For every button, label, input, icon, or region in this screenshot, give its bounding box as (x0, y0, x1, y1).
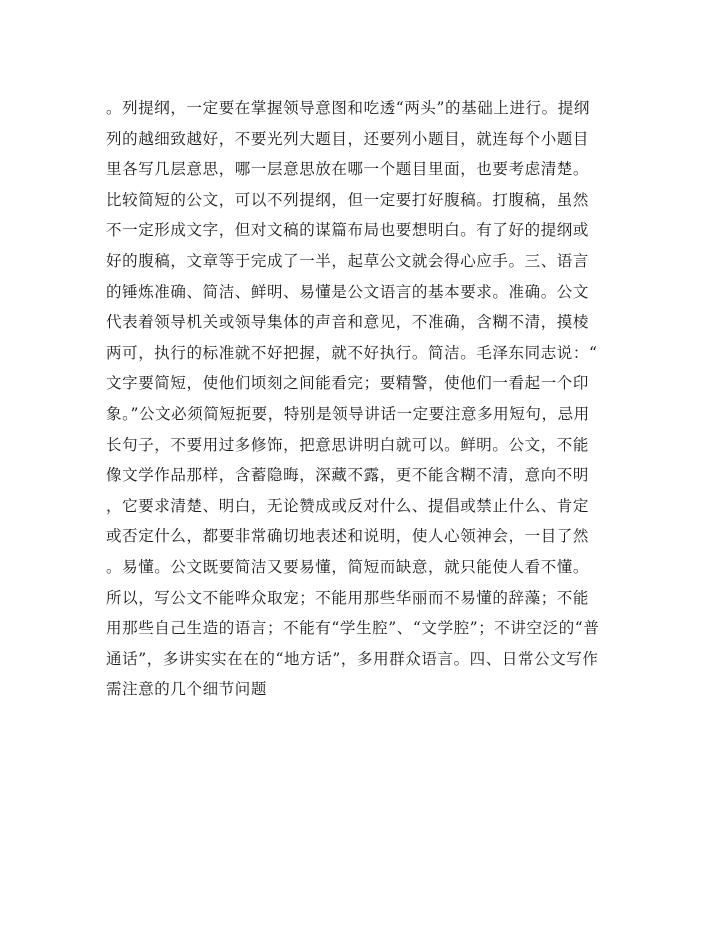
text-line: 像文学作品那样，含蓄隐晦，深藏不露，更不能含糊不清，意向不明 (106, 466, 590, 485)
text-line: 列的越细致越好，不要光列大题目，还要列小题目，就连每个小题目 (106, 129, 590, 148)
text-line: 文字要简短，使他们顷刻之间能看完；要精警，使他们一看起一个印 (106, 374, 590, 393)
text-line: 用那些自己生造的语言；不能有“学生腔”、“文学腔”；不讲空泛的“普 (106, 619, 600, 638)
text-line: 好的腹稿，文章等于完成了一半，起草公文就会得心应手。三、语言 (106, 251, 590, 270)
text-line: 通话”，多讲实实在在的“地方话”，多用群众语言。四、日常公文写作 (106, 649, 599, 668)
text-line: 代表着领导机关或领导集体的声音和意见，不准确，含糊不清，摸棱 (106, 313, 590, 332)
text-line: 所以，写公文不能哗众取宠；不能用那些华丽而不易懂的辞藻；不能 (106, 588, 590, 607)
body-text (106, 93, 706, 705)
text-line: 象。”公文必须简短扼要，特别是领导讲话一定要注意多用短句，忌用 (106, 404, 590, 423)
text-line: 需注意的几个细节问题 (106, 680, 268, 699)
text-line: 。列提纲，一定要在掌握领导意图和吃透“两头”的基础上进行。提纲 (106, 99, 590, 117)
text-line: 两可，执行的标准就不好把握，就不好执行。简洁。毛泽东同志说：“ (106, 343, 598, 362)
text-line: 不一定形成文字，但对文稿的谋篇布局也要想明白。有了好的提纲或 (106, 221, 590, 240)
text-line: 的锤炼准确、简洁、鲜明、易懂是公文语言的基本要求。准确。公文 (106, 282, 590, 301)
text-line: 里各写几层意思，哪一层意思放在哪一个题目里面，也要考虑清楚。 (106, 160, 590, 179)
text-line: ，它要求清楚、明白，无论赞成或反对什么、提倡或禁止什么、肯定 (106, 496, 590, 515)
text-line: 比较简短的公文，可以不列提纲，但一定要打好腹稿。打腹稿，虽然 (106, 190, 590, 209)
text-line: 。易懂。公文既要简洁又要易懂，简短而缺意，就只能使人看不懂。 (106, 557, 590, 576)
text-line: 或否定什么，都要非常确切地表述和说明，使人心领神会，一目了然 (106, 527, 590, 546)
text-line: 长句子，不要用过多修饰，把意思讲明白就可以。鲜明。公文，不能 (106, 435, 590, 454)
